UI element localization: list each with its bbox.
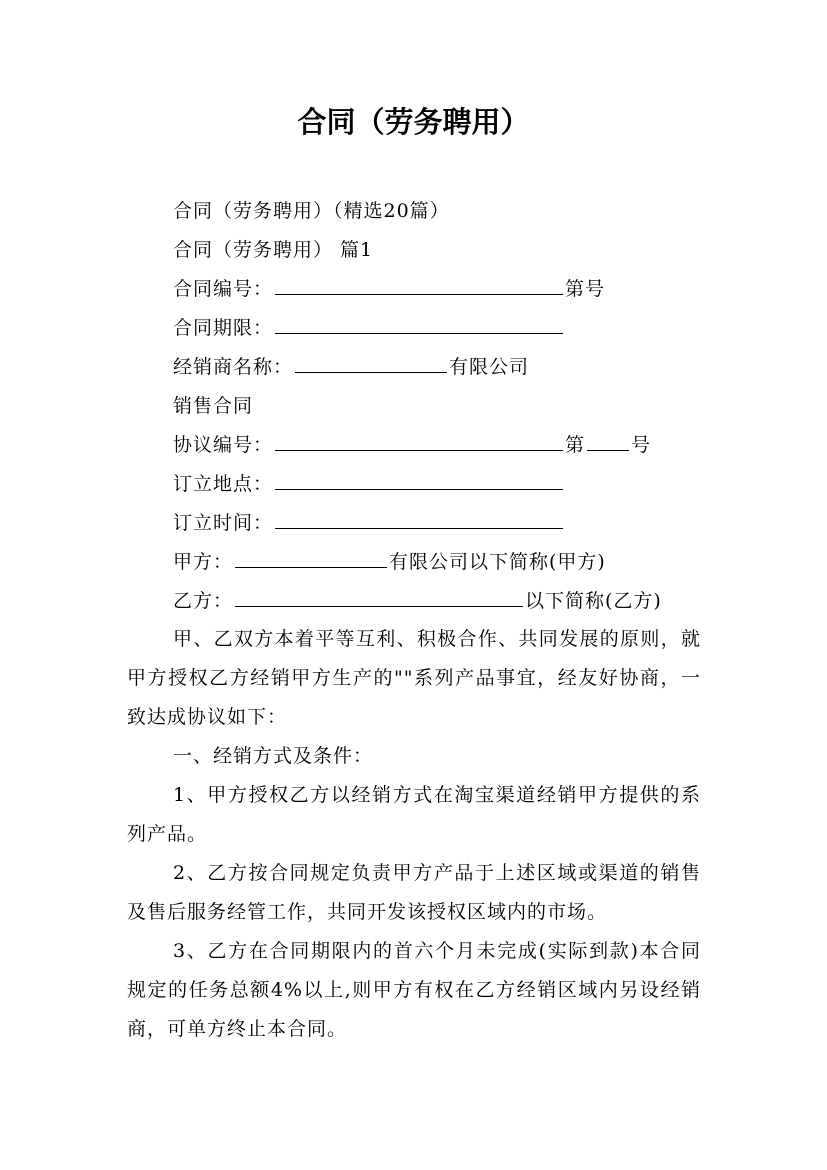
party-a-row (173, 549, 606, 575)
intro-paragraph: 甲、乙双方本着平等互利、积极合作、共同发展的原则，就甲方授权乙方经销甲方生产的""系列产品事宜，经友好协商，一致达成协议如下： (127, 628, 701, 728)
agreement-number-mid: 第 (565, 434, 586, 456)
sales-contract-heading: 销售合同 (173, 395, 254, 417)
party-a-label: 甲方： (173, 551, 234, 573)
agreement-number-row (173, 432, 651, 458)
contract-term-row (173, 315, 565, 341)
party-b-tail: 以下简称(乙方) (525, 590, 662, 612)
party-b-row (173, 588, 662, 614)
clause-1: 1、甲方授权乙方以经销方式在淘宝渠道经销甲方提供的系列产品。 (127, 784, 701, 845)
section-heading: 合同（劳务聘用） 篇1 (173, 239, 374, 261)
party-b-label: 乙方： (173, 590, 234, 612)
subtitle-line: 合同（劳务聘用）（精选20篇） (173, 200, 450, 222)
clause-2: 2、乙方按合同规定负责甲方产品于上述区域或渠道的销售及售后服务经管工作，共同开发该授权区域内的市场。 (127, 862, 701, 923)
clause-3: 3、乙方在合同期限内的首六个月未完成(实际到款)本合同规定的任务总额4%以上,则甲方有权在乙方经销区域内另设经销商，可单方终止本合同。 (127, 940, 701, 1040)
signing-place-blank (275, 471, 563, 490)
contract-number-row (173, 276, 605, 302)
agreement-number-tail: 号 (631, 434, 652, 456)
contract-number-tail: 第号 (565, 278, 606, 300)
contract-term-blank (275, 315, 563, 334)
agreement-number-blank-2 (587, 432, 629, 451)
party-a-blank (235, 549, 387, 568)
dealer-name-row (173, 354, 529, 380)
signing-time-blank (275, 510, 563, 529)
signing-time-label: 订立时间： (173, 512, 274, 534)
dealer-name-tail: 有限公司 (449, 356, 530, 378)
contract-number-label: 合同编号： (173, 278, 274, 300)
party-a-tail: 有限公司以下简称(甲方) (389, 551, 606, 573)
dealer-name-label: 经销商名称： (173, 356, 294, 378)
signing-place-label: 订立地点： (173, 473, 274, 495)
signing-time-row (173, 510, 565, 536)
agreement-number-blank (275, 432, 563, 451)
contract-number-blank (275, 276, 563, 295)
signing-place-row (173, 471, 565, 497)
clause-heading: 一、经销方式及条件： (173, 745, 374, 767)
document-title: 合同（劳务聘用） (297, 105, 530, 139)
party-b-blank (235, 588, 523, 607)
agreement-number-label: 协议编号： (173, 434, 274, 456)
dealer-name-blank (295, 354, 447, 373)
contract-term-label: 合同期限： (173, 317, 274, 339)
